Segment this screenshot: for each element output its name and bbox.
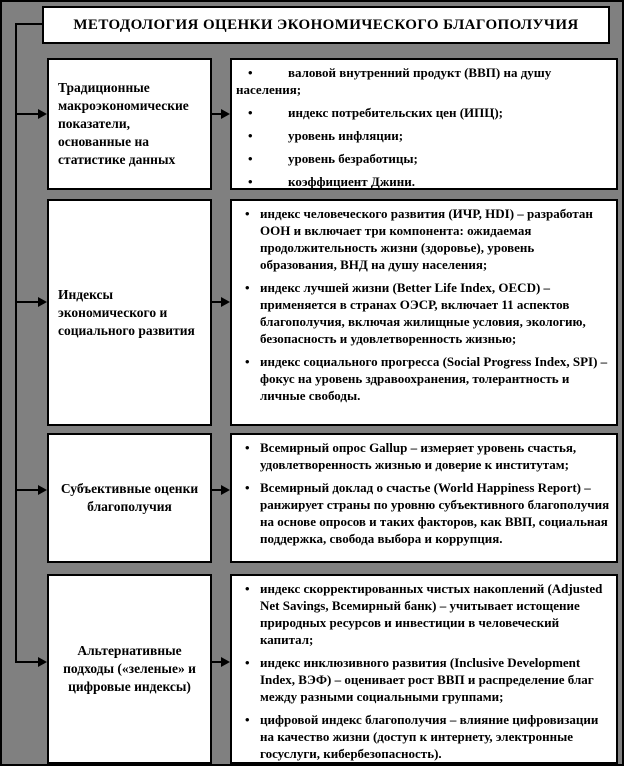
diagram-title: МЕТОДОЛОГИЯ ОЦЕНКИ ЭКОНОМИЧЕСКОГО БЛАГОПОЛУЧИЯ [42, 6, 610, 44]
list-item: • валовой внутренний продукт (ВВП) на душу населения; [236, 64, 610, 98]
list-item: • коэффициент Джини. [236, 173, 610, 190]
arrow-right-icon [15, 109, 47, 119]
label-text: Субъективные оценки благополучия [60, 481, 199, 514]
list-item: • индекс социального прогресса (Social Progress Index, SPI) – фокус на уровень здравоохранения, толерантность и личные свободы. [236, 353, 610, 404]
list-item: • уровень инфляции; [236, 127, 610, 144]
bullet-list [236, 439, 610, 547]
list-item: • Всемирный доклад о счастье (World Happiness Report) – ранжирует страны по уровню субъективного благополучия на основе опросов и таких факторов, как ВВП, социальная поддержка, свобода выбора и коррупция. [236, 479, 610, 547]
list-item: • цифровой индекс благополучия – влияние цифровизации на качество жизни (доступ к интернету, электронные госуслуги, кибербезопасность). [236, 711, 610, 762]
arrow-right-icon [212, 657, 230, 667]
arrow-right-icon [212, 485, 230, 495]
bullet-list [236, 580, 610, 762]
label-subjective-assessments [47, 433, 212, 563]
list-item: • Всемирный опрос Gallup – измеряет уровень счастья, удовлетворенность жизнью и доверие к институтам; [236, 439, 610, 473]
panel-alternative-approaches [230, 574, 618, 764]
bracket-vertical-line [15, 23, 17, 663]
bracket-title-connector [15, 23, 42, 25]
panel-development-indexes [230, 199, 618, 426]
bullet-list [236, 64, 610, 190]
bullet-list [236, 205, 610, 404]
label-text: Альтернативные подходы («зеленые» и цифровые индексы) [63, 643, 196, 694]
arrow-right-icon [15, 485, 47, 495]
list-item: • уровень безработицы; [236, 150, 610, 167]
label-traditional-indicators [47, 58, 212, 190]
arrow-right-icon [15, 297, 47, 307]
panel-traditional-indicators [230, 58, 618, 190]
label-development-indexes [47, 199, 212, 426]
label-alternative-approaches [47, 574, 212, 764]
label-text: Традиционные макроэкономические показатели, основанные на статистике данных [58, 80, 189, 167]
arrow-right-icon [15, 657, 47, 667]
list-item: • индекс скорректированных чистых накоплений (Adjusted Net Savings, Всемирный банк) – учитывает истощение природных ресурсов и инвестиции в человеческий капитал; [236, 580, 610, 648]
panel-subjective-assessments [230, 433, 618, 563]
list-item: • индекс инклюзивного развития (Inclusive Development Index, ВЭФ) – оценивает рост ВВП и распределение благ между разными социальными группами; [236, 654, 610, 705]
arrow-right-icon [212, 297, 230, 307]
arrow-right-icon [212, 109, 230, 119]
label-text: Индексы экономического и социального развития [58, 286, 195, 338]
list-item: • индекс лучшей жизни (Better Life Index, OECD) – применяется в странах ОЭСР, включает 11 аспектов благополучия, включая жилищные условия, экологию, безопасность и удовлетворенность жизнью; [236, 279, 610, 347]
list-item: • индекс человеческого развития (ИЧР, HDI) – разработан ООН и включает три компонента: ожидаемая продолжительность жизни (здоровье), уровень образования, ВНД на душу населения; [236, 205, 610, 273]
list-item: • индекс потребительских цен (ИПЦ); [236, 104, 610, 121]
